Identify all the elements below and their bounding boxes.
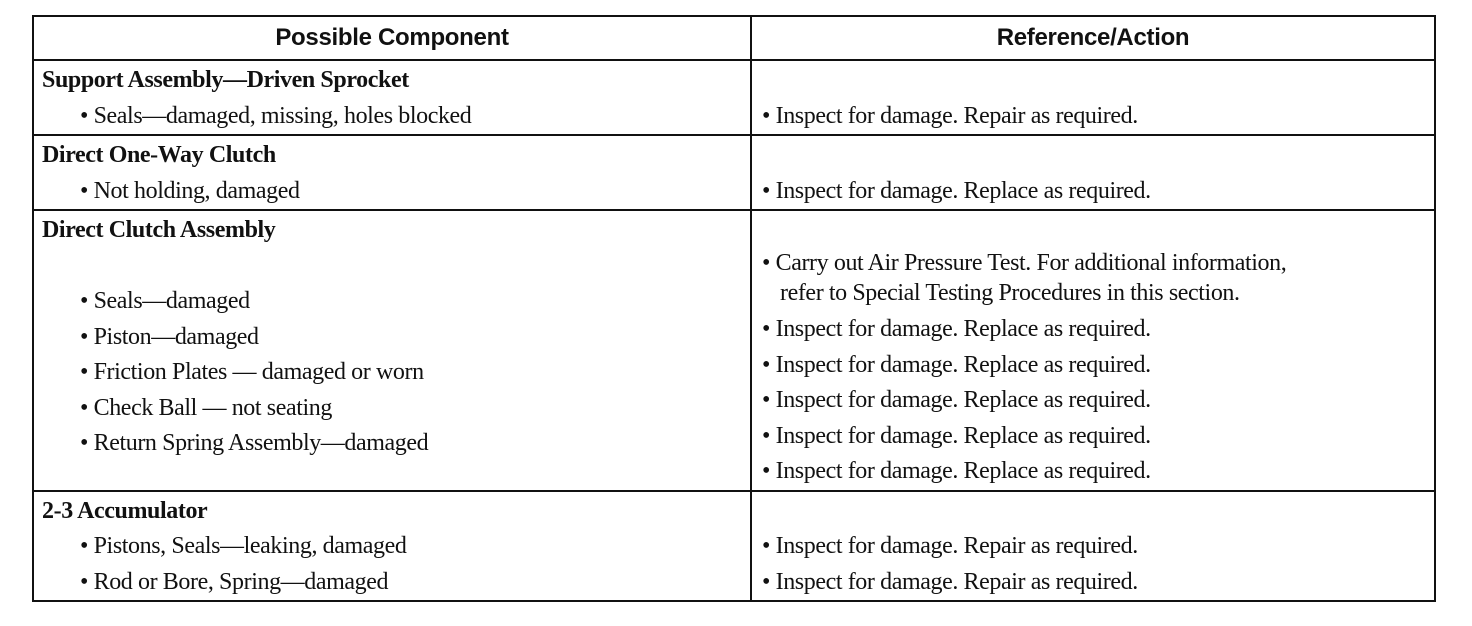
group-title: Direct One-Way Clutch xyxy=(42,142,276,168)
component-cell xyxy=(34,492,752,601)
table-group-2-3-accumulator xyxy=(34,492,1434,601)
action-item: • Inspect for damage. Replace as required. xyxy=(762,458,1151,484)
action-item: • Inspect for damage. Replace as required. xyxy=(762,177,1151,204)
group-title: 2-3 Accumulator xyxy=(42,497,208,524)
table-header-row xyxy=(34,17,1434,61)
action-cell xyxy=(752,211,1434,490)
component-item: • Return Spring Assembly—damaged xyxy=(80,430,429,456)
component-item: • Not holding, damaged xyxy=(80,177,300,204)
action-item: • Inspect for damage. Replace as required. xyxy=(762,351,1151,378)
action-cell xyxy=(752,136,1434,209)
table-group-support-assembly xyxy=(34,61,1434,136)
component-item: • Friction Plates — damaged or worn xyxy=(80,359,424,385)
component-item: • Seals—damaged, missing, holes blocked xyxy=(80,102,472,129)
action-item: • Inspect for damage. Repair as required. xyxy=(762,533,1138,559)
action-item: • Inspect for damage. Replace as required. xyxy=(762,316,1151,342)
group-title: Support Assembly—Driven Sprocket xyxy=(42,67,409,93)
action-cell xyxy=(752,61,1434,134)
action-line: • Carry out Air Pressure Test. For additional information, xyxy=(762,250,1287,276)
component-cell xyxy=(34,136,752,209)
component-item: • Check Ball — not seating xyxy=(80,394,332,421)
group-title: Direct Clutch Assembly xyxy=(42,217,276,243)
table-group-direct-clutch-assembly xyxy=(34,211,1434,492)
component-item: • Seals—damaged xyxy=(80,288,250,314)
component-item: • Pistons, Seals—leaking, damaged xyxy=(80,533,407,559)
header-possible-component: Possible Component xyxy=(34,17,752,59)
action-line-continued: refer to Special Testing Procedures in this section. xyxy=(780,280,1240,306)
component-item: • Rod or Bore, Spring—damaged xyxy=(80,568,389,595)
component-item: • Piston—damaged xyxy=(80,323,259,350)
air-pressure-test-action xyxy=(752,246,1434,312)
component-cell xyxy=(34,211,752,490)
table-group-direct-one-way-clutch xyxy=(34,136,1434,211)
action-item: • Inspect for damage. Repair as required. xyxy=(762,102,1138,129)
action-cell xyxy=(752,492,1434,601)
diagnosis-table xyxy=(32,15,1436,602)
action-item: • Inspect for damage. Replace as required. xyxy=(762,387,1151,413)
action-item: • Inspect for damage. Repair as required. xyxy=(762,568,1138,595)
component-cell xyxy=(34,61,752,134)
header-reference-action: Reference/Action xyxy=(996,24,1190,51)
action-item: • Inspect for damage. Replace as required. xyxy=(762,422,1151,449)
